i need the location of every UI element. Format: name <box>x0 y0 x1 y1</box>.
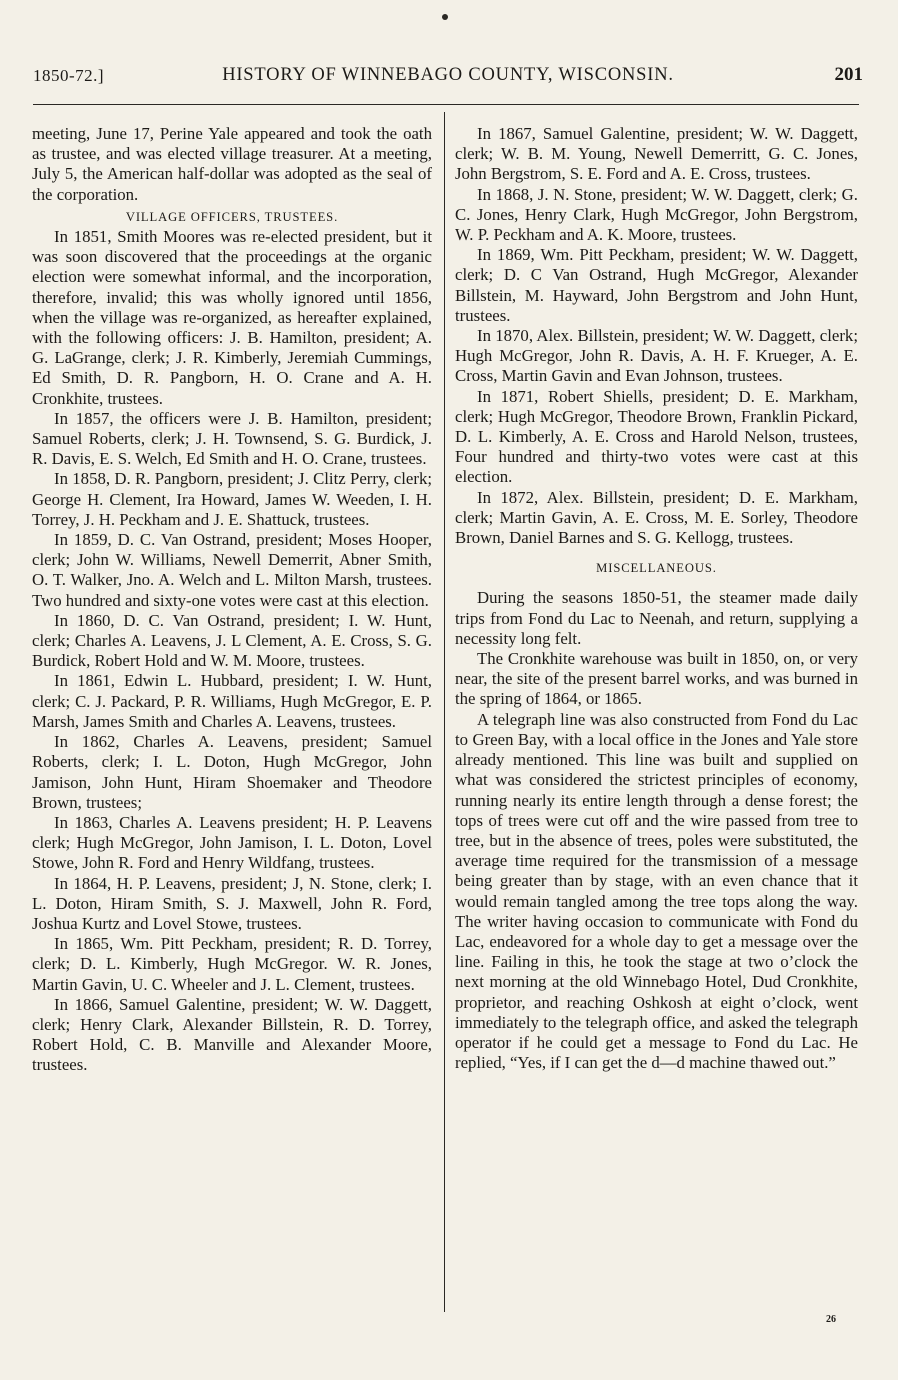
misc-telegraph: A telegraph line was also constructed from Fond du Lac to Green Bay, with a local office in the Jones and Yale store already mentioned. This line was built and supplied on what was considered the strictest principles of economy, running nearly its entire length through a dense forest; the tops of trees were cut off and the wire passed from tree to tree, but in the absence of trees, poles were substituted, the average time required for the transmission of a message being greater than by stage, with an even chance that it would remain tangled among the tree tops along the way. The writer having occasion to communicate with Fond du Lac, endeavored for a whole day to get a message over the line. Failing in this, he took the stage at two o’clock the next morning at the old Winnebago Hotel, Dud Cronkhite, proprietor, and reaching Oshkosh at eight o’clock, went immediately to the telegraph office, and asked the telegraph operator if he could get a message to Fond du Lac. He replied, “Yes, if I can get the d—d machine thawed out.” <box>455 709 858 1073</box>
entry-1870: In 1870, Alex. Billstein, president; W. W. Daggett, clerk; Hugh McGregor, John R. Davis, A. H. F. Krueger, A. E. Cross, Martin Gavin and Evan Johnson, trustees. <box>455 326 858 386</box>
right-column <box>455 124 858 1073</box>
misc-steamer: During the seasons 1850-51, the steamer made daily trips from Fond du Lac to Neenah, and return, supplying a necessity long felt. <box>455 588 858 648</box>
entry-1858: In 1858, D. R. Pangborn, president; J. Clitz Perry, clerk; George H. Clement, Ira Howard, James W. Weeden, I. H. Torrey, J. H. Peckham and J. E. Shattuck, trustees. <box>32 469 432 529</box>
entry-1860: In 1860, D. C. Van Ostrand, president; I. W. Hunt, clerk; Charles A. Leavens, J. L Clement, A. E. Cross, S. G. Burdick, Robert Hold and W. M. Moore, trustees. <box>32 610 432 671</box>
entry-1867: In 1867, Samuel Galentine, president; W. W. Daggett, clerk; W. B. M. Young, Newell Demerritt, G. C. Jones, John Bergstrom, S. E. Ford and A. E. Cross, trustees. <box>455 124 858 184</box>
entry-1859: In 1859, D. C. Van Ostrand, president; Moses Hooper, clerk; John W. Williams, Newell Demerrit, Abner Smith, O. T. Walker, Jno. A. Welch and L. Milton Marsh, trustees. Two hundred and sixty-one votes were cast at this election. <box>32 530 432 610</box>
entry-1863: In 1863, Charles A. Leavens president; H. P. Leavens clerk; Hugh McGregor, John Jamison, I. L. Doton, Lovel Stowe, John R. Ford and Henry Wildfang, trustees. <box>32 812 432 873</box>
running-header <box>33 64 863 94</box>
entry-1862: In 1862, Charles A. Leavens, president; Samuel Roberts, clerk; I. L. Doton, Hugh McGregor, John Jamison, John Hunt, Hiram Shoemaker and Theodore Brown, trustees; <box>32 732 432 812</box>
entry-1861: In 1861, Edwin L. Hubbard, president; I. W. Hunt, clerk; C. J. Packard, P. R. Williams, Hugh McGregor, E. P. Marsh, James Smith and Charles A. Leavens, trustees. <box>32 671 432 731</box>
entry-1864: In 1864, H. P. Leavens, president; J, N. Stone, clerk; I. L. Doton, Hiram Smith, S. J. Maxwell, John R. Ford, Joshua Kurtz and Lovel Stowe, trustees. <box>32 873 432 933</box>
header-date-range: 1850-72.] <box>33 66 105 85</box>
section-heading-miscellaneous: MISCELLANEOUS. <box>596 561 717 576</box>
signature-mark: 26 <box>826 1314 836 1325</box>
entry-1868: In 1868, J. N. Stone, president; W. W. Daggett, clerk; G. C. Jones, Henry Clark, Hugh McGregor, John Bergstrom, W. P. Peckham and A. K. Moore, trustees. <box>455 184 858 245</box>
paragraph: meeting, June 17, Perine Yale appeared and took the oath as trustee, and was elected village treasurer. At a meeting, July 5, the American half-dollar was adopted as the seal of the corporation. <box>32 124 432 204</box>
left-column <box>32 124 432 1076</box>
print-speck <box>442 14 448 20</box>
header-title: HISTORY OF WINNEBAGO COUNTY, WISCONSIN. <box>222 65 674 85</box>
misc-warehouse: The Cronkhite warehouse was built in 1850, on, or very near, the site of the present barrel works, and was burned in the spring of 1864, or 1865. <box>455 649 858 709</box>
entry-1871: In 1871, Robert Shiells, president; D. E. Markham, clerk; Hugh McGregor, Theodore Brown, Franklin Pickard, D. L. Kimberly, A. E. Cross and Harold Nelson, trustees, Four hundred and thirty-two votes were cast at this election. <box>455 386 858 487</box>
entry-1857: In 1857, the officers were J. B. Hamilton, president; Samuel Roberts, clerk; J. H. Townsend, S. G. Burdick, J. R. Davis, E. S. Welch, Ed Smith and H. O. Crane, trustees. <box>32 408 432 469</box>
header-rule <box>33 104 859 105</box>
column-divider <box>444 112 445 1312</box>
entry-1866: In 1866, Samuel Galentine, president; W. W. Daggett, clerk; Henry Clark, Alexander Billstein, R. D. Torrey, Robert Hold, C. B. Manville and Alexander Moore, trustees. <box>32 994 432 1075</box>
page-number: 201 <box>834 64 863 85</box>
entry-1869: In 1869, Wm. Pitt Peckham, president; W. W. Daggett, clerk; D. C Van Ostrand, Hugh McGregor, Alexander Billstein, M. Hayward, John Bergstrom and John Hunt, trustees. <box>455 245 858 325</box>
entry-1851: In 1851, Smith Moores was re-elected president, but it was soon discovered that the proceedings at the organic election were somewhat informal, and the incorporation, therefore, invalid; this was wholly ignored until 1856, when the village was re-organized, as hereafter explained, with the following officers: J. B. Hamilton, president; A. G. LaGrange, clerk; J. R. Kimberly, Jeremiah Cummings, Ed Smith, D. R. Pangborn, H. O. Crane and A. H. Cronkhite, trustees. <box>32 227 432 408</box>
entry-1872: In 1872, Alex. Billstein, president; D. E. Markham, clerk; Martin Gavin, A. E. Cross, M. E. Sorley, Theodore Brown, Daniel Barnes and S. G. Kellogg, trustees. <box>455 487 858 548</box>
entry-1865: In 1865, Wm. Pitt Peckham, president; R. D. Torrey, clerk; D. L. Kimberly, Hugh McGregor. W. R. Jones, Martin Gavin, U. C. Wheeler and J. L. Clement, trustees. <box>32 934 432 994</box>
section-heading-village-officers: VILLAGE OFFICERS, TRUSTEES. <box>125 209 339 224</box>
